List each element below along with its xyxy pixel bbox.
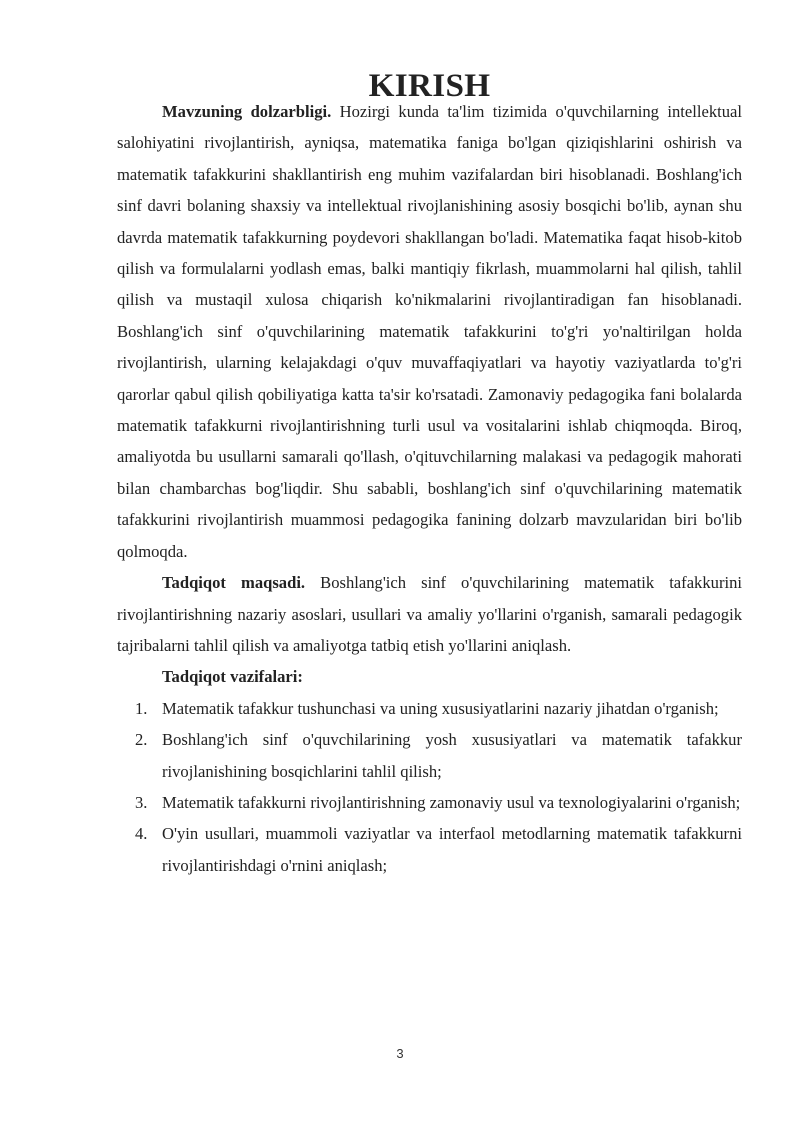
list-item-number: 1.	[135, 698, 148, 718]
list-item	[117, 724, 742, 787]
goal-lead: Tadqiqot maqsadi.	[162, 573, 306, 593]
list-item-text: Matematik tafakkurni rivojlantirishning zamonaviy usul va texnologiyalarini o'rganish;	[162, 792, 741, 812]
list-item-text: O'yin usullari, muammoli vaziyatlar va interfaol metodlarning matematik tafakkurni rivojlantirishdagi o'rnini aniqlash;	[162, 824, 742, 875]
section-heading: KIRISH	[368, 67, 491, 104]
page-number: 3	[396, 1046, 404, 1061]
relevance-lead: Mavzuning dolzarbligi.	[162, 102, 332, 121]
list-item	[117, 787, 742, 818]
list-item-number: 2.	[135, 730, 148, 750]
goal-text: Boshlang'ich sinf o'quvchilarining matematik tafakkurini rivojlantirishning nazariy asoslari, usullari va amaliy yo'llarini o'rganish, samarali pedagogik tajribalarni tahlil qilish va amaliyotga tatbiq etish yo'llarini aniqlash.	[117, 573, 742, 655]
page-content	[117, 67, 742, 881]
goal-paragraph	[117, 567, 742, 661]
tasks-list	[117, 693, 742, 881]
list-item-number: 3.	[135, 792, 148, 812]
list-item-text: Matematik tafakkur tushunchasi va uning xususiyatlarini nazariy jihatdan o'rganish;	[162, 698, 719, 718]
list-item-number: 4.	[135, 824, 148, 844]
relevance-text: Hozirgi kunda ta'lim tizimida o'quvchilarning intellektual salohiyatini rivojlantirish, ayniqsa, matematika faniga bo'lgan qiziqishlarini oshirish va matematik tafakkurini shakllantirish eng muhim vazifalardan biri hisoblanadi. Boshlang'ich sinf davri bolaning shaxsiy va intellektual rivojlanishining asosiy bosqichi bo'lib, aynan shu davrda matematik tafakkurning poydevori shakllangan bo'ladi. Matematika faqat hisob-kitob qilish va formulalarni yodlash emas, balki mantiqiy fikrlash, muammolarni hal qilish, tahlil qilish va mustaqil xulosa chiqarish ko'nikmalarini rivojlantiradigan fan hisoblanadi. Boshlang'ich sinf o'quvchilarining matematik tafakkurini to'g'ri yo'naltirilgan holda rivojlantirish, ularning kelajakdagi o'quv muvaffaqiyatlari va hayotiy vaziyatlarda to'g'ri qarorlar qabul qilish qobiliyatiga katta ta'sir ko'rsatadi. Zamonaviy pedagogika fani bolalarda matematik tafakkurni rivojlantirishning turli usul va vositalarini ishlab chiqmoqda. Biroq, amaliyotda bu usullarni samarali qo'llash, o'qituvchilarning malakasi va pedagogik mahorati bilan chambarchas bog'liqdir. Shu sababli, boshlang'ich sinf o'quvchilarining matematik tafakkurini rivojlantirish muammosi pedagogika fanining dolzarb mavzularidan biri bo'lib qolmoqda.	[117, 102, 742, 561]
relevance-paragraph	[117, 96, 742, 567]
list-item	[117, 693, 742, 724]
list-item-text: Boshlang'ich sinf o'quvchilarining yosh xususiyatlari va matematik tafakkur rivojlanishining bosqichlarini tahlil qilish;	[162, 730, 742, 781]
tasks-heading: Tadqiqot vazifalari:	[162, 667, 303, 687]
list-item	[117, 818, 742, 881]
